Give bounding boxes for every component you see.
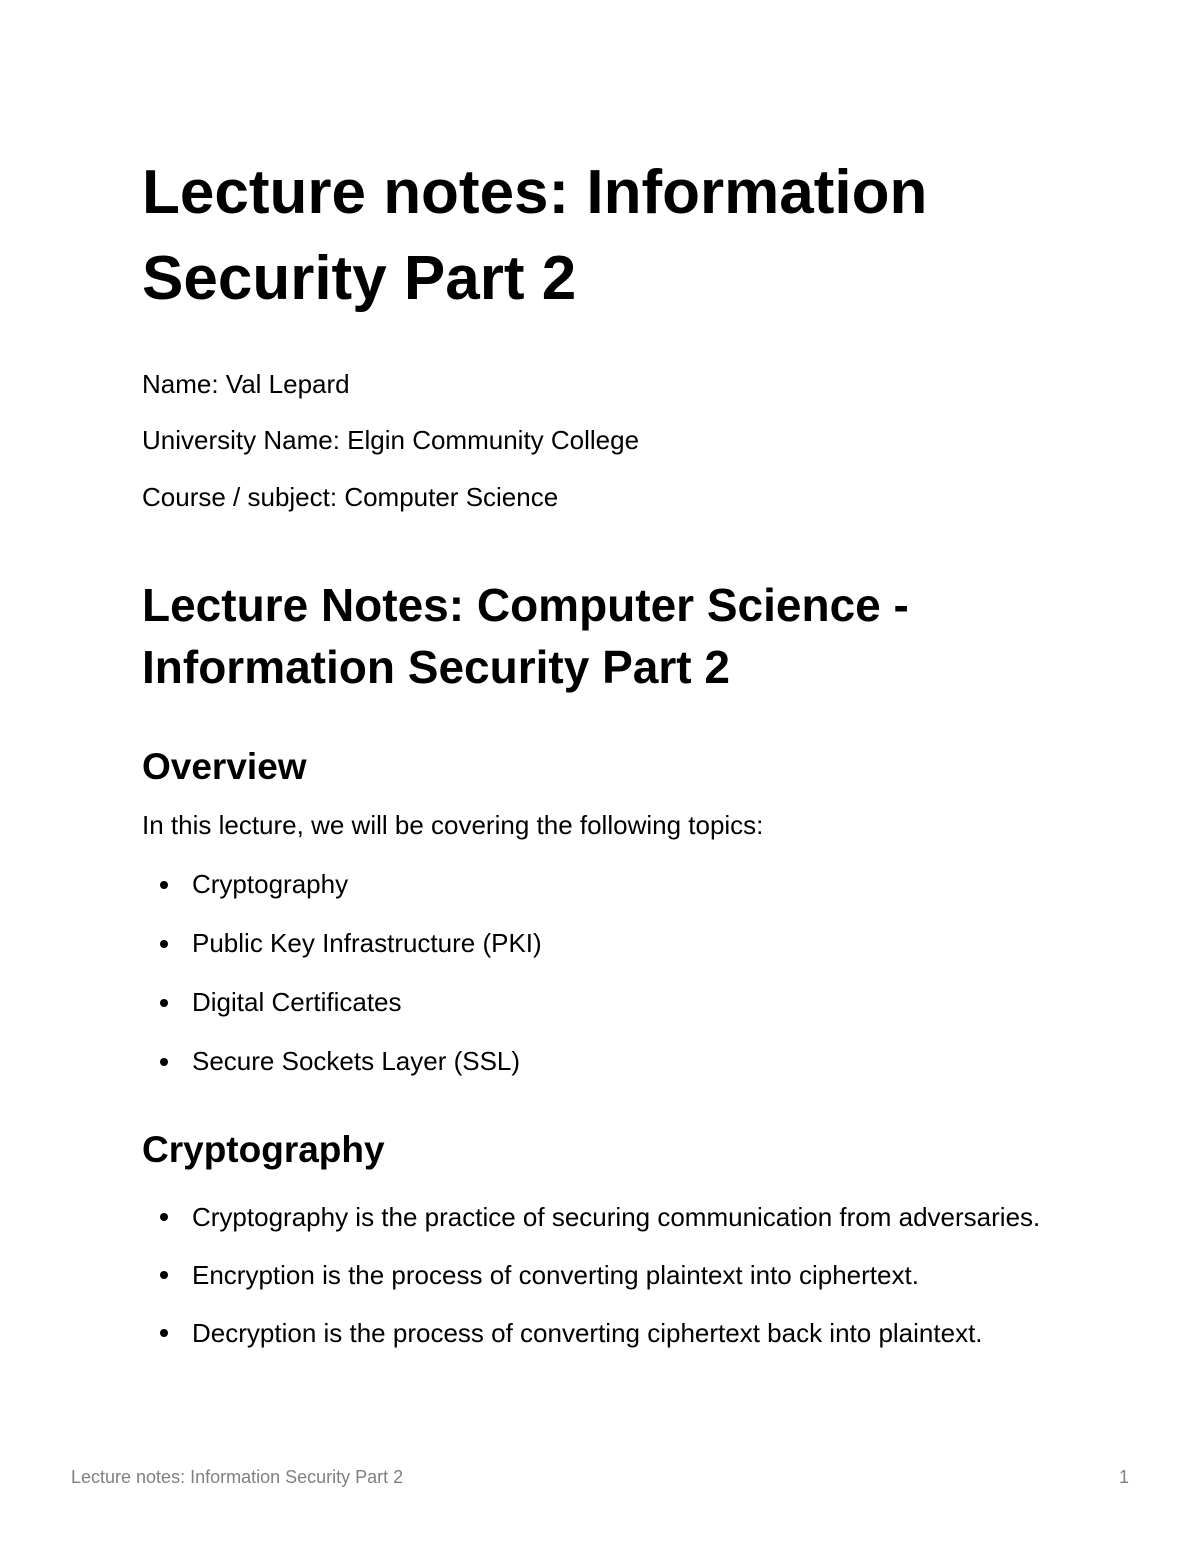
list-item-text: Encryption is the process of converting plaintext into ciphertext. — [192, 1260, 919, 1290]
bullet-icon — [160, 940, 168, 948]
cryptography-heading: Cryptography — [142, 1129, 385, 1170]
overview-heading: Overview — [142, 746, 307, 787]
list-item-text: Secure Sockets Layer (SSL) — [192, 1046, 521, 1076]
overview-intro: In this lecture, we will be covering the following topics: — [142, 810, 764, 840]
bullet-icon — [160, 1271, 168, 1279]
list-item-text: Public Key Infrastructure (PKI) — [192, 928, 542, 958]
cryptography-list — [142, 1196, 1062, 1370]
bullet-icon — [160, 999, 168, 1007]
document-title: Lecture notes: Information Security Part 2 — [142, 158, 928, 313]
bullet-icon — [160, 1058, 168, 1066]
section-heading: Lecture Notes: Computer Science - Information Security Part 2 — [142, 579, 909, 693]
list-item-text: Cryptography — [192, 869, 349, 899]
bullet-icon — [160, 1213, 168, 1221]
bullet-icon — [160, 881, 168, 889]
list-item — [142, 926, 1062, 960]
meta-course: Course / subject: Computer Science — [142, 482, 559, 512]
list-item — [142, 1254, 1062, 1296]
topics-list — [142, 867, 1062, 1103]
meta-university: University Name: Elgin Community College — [142, 425, 640, 455]
list-item-text: Decryption is the process of converting ciphertext back into plaintext. — [192, 1318, 983, 1348]
list-item-text: Cryptography is the practice of securing communication from adversaries. — [192, 1202, 1041, 1232]
list-item — [142, 1196, 1062, 1238]
bullet-icon — [160, 1329, 168, 1337]
meta-name: Name: Val Lepard — [142, 369, 350, 399]
footer-page-number: 1 — [1118, 1467, 1129, 1487]
list-item — [142, 867, 1062, 901]
footer-title: Lecture notes: Information Security Part 2 — [71, 1467, 404, 1487]
list-item — [142, 1044, 1062, 1078]
list-item — [142, 985, 1062, 1019]
list-item-text: Digital Certificates — [192, 987, 402, 1017]
list-item — [142, 1312, 1062, 1354]
